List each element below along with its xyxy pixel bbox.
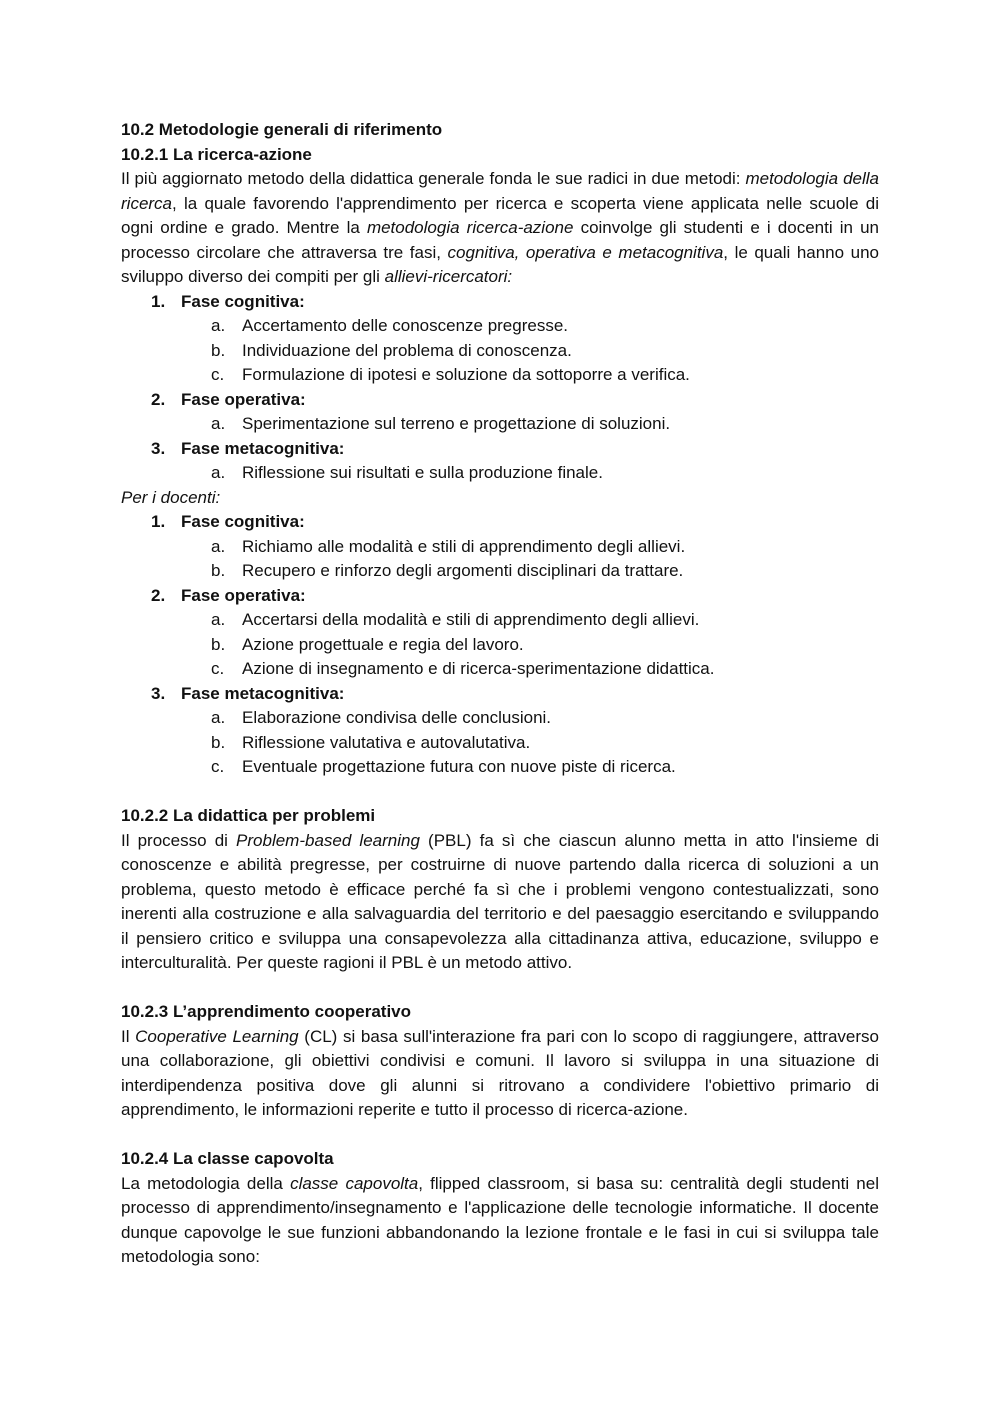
- subitem-letter: b.: [211, 340, 226, 360]
- subitem-text: Richiamo alle modalità e stili di apprendimento degli allievi.: [242, 536, 686, 556]
- text-run: (CL) si basa sull'interazione fra pari con lo scopo di raggiungere, attraverso una collaborazione, gli obiettivi condivisi e comuni. Il lavoro si sviluppa in una situazione di interdipendenza positiva dove gli alunni si ritrovano a condividere l'obiettivo primario di apprendimento, le informazioni reperite e tutto il processo di ricerca-azione.: [121, 1026, 879, 1119]
- subitem-letter: c.: [211, 659, 225, 678]
- subitem-letter: b.: [211, 561, 226, 580]
- phase-subitem: [121, 535, 879, 560]
- paragraph-apprendimento-cooperativo: [121, 1025, 879, 1123]
- subsection-heading-classe-capovolta: 10.2.4 La classe capovolta: [121, 1149, 334, 1168]
- phase-title: Fase cognitiva:: [181, 512, 305, 531]
- phase-item: [121, 290, 879, 315]
- phase-title: Fase metacognitiva:: [181, 683, 345, 703]
- subitem-letter: a.: [211, 708, 226, 727]
- paragraph-classe-capovolta: [121, 1172, 879, 1270]
- italic-run: Cooperative Learning: [135, 1026, 299, 1046]
- text-run: , la quale favorendo l'apprendimento per ricerca e scoperta viene applicata nelle scuole di ogni ordine e grado. Mentre la: [121, 193, 879, 237]
- italic-run: metodologia della ricerca: [121, 169, 879, 213]
- phase-item: [121, 682, 879, 707]
- subitem-text: Azione progettuale e regia del lavoro.: [242, 634, 524, 654]
- phase-item: [121, 584, 879, 609]
- phase-number: 1.: [151, 291, 166, 311]
- subitem-text: Recupero e rinforzo degli argomenti disciplinari da trattare.: [242, 561, 684, 580]
- subitem-letter: a.: [211, 610, 226, 629]
- text-run: Il processo di: [121, 830, 237, 850]
- subitem-letter: a.: [211, 463, 226, 482]
- text-run: , flipped classroom, si basa su: centralità degli studenti nel processo di apprendimento/insegnamento e l'applicazione delle tecnologie informatiche. Il docente dunque capovolge le sue funzioni abbandonando la lezione frontale e le fasi in cui si sviluppa tale metodologia sono:: [121, 1173, 879, 1266]
- phase-item: [121, 510, 879, 535]
- subitem-text: Sperimentazione sul terreno e progettazione di soluzioni.: [242, 414, 671, 433]
- phase-subitem: [121, 559, 879, 584]
- phase-number: 3.: [151, 683, 166, 703]
- subitem-text: Formulazione di ipotesi e soluzione da sottoporre a verifica.: [242, 365, 690, 384]
- phase-subitem: [121, 731, 879, 756]
- phase-number: 2.: [151, 389, 166, 409]
- phase-item: [121, 437, 879, 462]
- phase-subitem: [121, 633, 879, 658]
- paragraph-ricerca-azione: [121, 167, 879, 290]
- phase-title: Fase operativa:: [181, 389, 306, 409]
- subitem-text: Accertamento delle conoscenze pregresse.: [242, 316, 569, 335]
- student-phases-list: [121, 290, 879, 486]
- paragraph-didattica-problemi: [121, 829, 879, 976]
- phase-number: 3.: [151, 438, 166, 458]
- phase-title: Fase metacognitiva:: [181, 438, 345, 458]
- phase-number: 2.: [151, 585, 166, 605]
- subsection-heading-didattica-problemi: 10.2.2 La didattica per problemi: [121, 806, 376, 825]
- phase-subitem: [121, 706, 879, 731]
- subitem-text: Accertarsi della modalità e stili di apprendimento degli allievi.: [242, 610, 700, 629]
- section-heading: 10.2 Metodologie generali di riferimento: [121, 120, 443, 139]
- phase-subitem: [121, 461, 879, 486]
- italic-run: classe capovolta: [290, 1173, 419, 1193]
- text-run: Il più aggiornato metodo della didattica generale fonda le sue radici in due metodi:: [121, 169, 746, 188]
- phase-item: [121, 388, 879, 413]
- phase-title: Fase cognitiva:: [181, 291, 305, 311]
- phase-subitem: [121, 657, 879, 682]
- subitem-letter: c.: [211, 757, 225, 776]
- phase-subitem: [121, 363, 879, 388]
- italic-run: Problem-based learning: [236, 830, 420, 850]
- subitem-text: Riflessione sui risultati e sulla produzione finale.: [242, 463, 603, 482]
- teacher-phases-list: [121, 510, 879, 780]
- subitem-text: Individuazione del problema di conoscenza.: [242, 340, 572, 360]
- text-run: coinvolge gli studenti e i docenti in un processo circolare che attraversa tre fasi,: [121, 218, 879, 262]
- subsection-heading-apprendimento-cooperativo: 10.2.3 L’apprendimento cooperativo: [121, 1002, 412, 1021]
- subitem-text: Elaborazione condivisa delle conclusioni.: [242, 708, 552, 727]
- text-run: , le quali hanno uno sviluppo diverso dei compiti per gli: [121, 242, 880, 286]
- subitem-letter: b.: [211, 732, 226, 752]
- subitem-letter: a.: [211, 316, 226, 335]
- text-run: La metodologia della: [121, 1173, 291, 1193]
- phase-subitem: [121, 339, 879, 364]
- teachers-label: Per i docenti:: [121, 487, 221, 507]
- phase-subitem: [121, 314, 879, 339]
- italic-run: allievi-ricercatori:: [384, 267, 513, 286]
- subitem-letter: a.: [211, 536, 226, 556]
- phase-title: Fase operativa:: [181, 585, 306, 605]
- subitem-text: Riflessione valutativa e autovalutativa.: [242, 732, 531, 752]
- phase-subitem: [121, 412, 879, 437]
- text-run: (PBL) fa sì che ciascun alunno metta in atto l'insieme di conoscenze e abilità pregresse, per costruirne di nuove partendo dalla ricerca di soluzioni a un problema, questo metodo è efficace perché fa sì che i problemi vengono contestualizzati, sono inerenti alla costruzione e alla salvaguardia del territorio e del paesaggio esercitando e sviluppando il pensiero critico e sviluppa una consapevolezza alla cittadinanza attiva, educazione, sviluppo e interculturalità. Per queste ragioni il PBL è un metodo attivo.: [121, 830, 879, 972]
- italic-run: metodologia ricerca-azione: [366, 218, 574, 237]
- subitem-text: Azione di insegnamento e di ricerca-sperimentazione didattica.: [242, 659, 715, 678]
- subitem-letter: a.: [211, 414, 226, 433]
- subitem-letter: c.: [211, 365, 225, 384]
- subitem-text: Eventuale progettazione futura con nuove piste di ricerca.: [242, 757, 676, 776]
- document-page: [121, 118, 879, 1270]
- phase-subitem: [121, 608, 879, 633]
- text-run: Il: [121, 1026, 136, 1046]
- italic-run: cognitiva, operativa e metacognitiva: [447, 242, 724, 262]
- subsection-heading-ricerca-azione: 10.2.1 La ricerca-azione: [121, 144, 312, 164]
- phase-subitem: [121, 755, 879, 780]
- subitem-letter: b.: [211, 634, 226, 654]
- phase-number: 1.: [151, 512, 166, 531]
